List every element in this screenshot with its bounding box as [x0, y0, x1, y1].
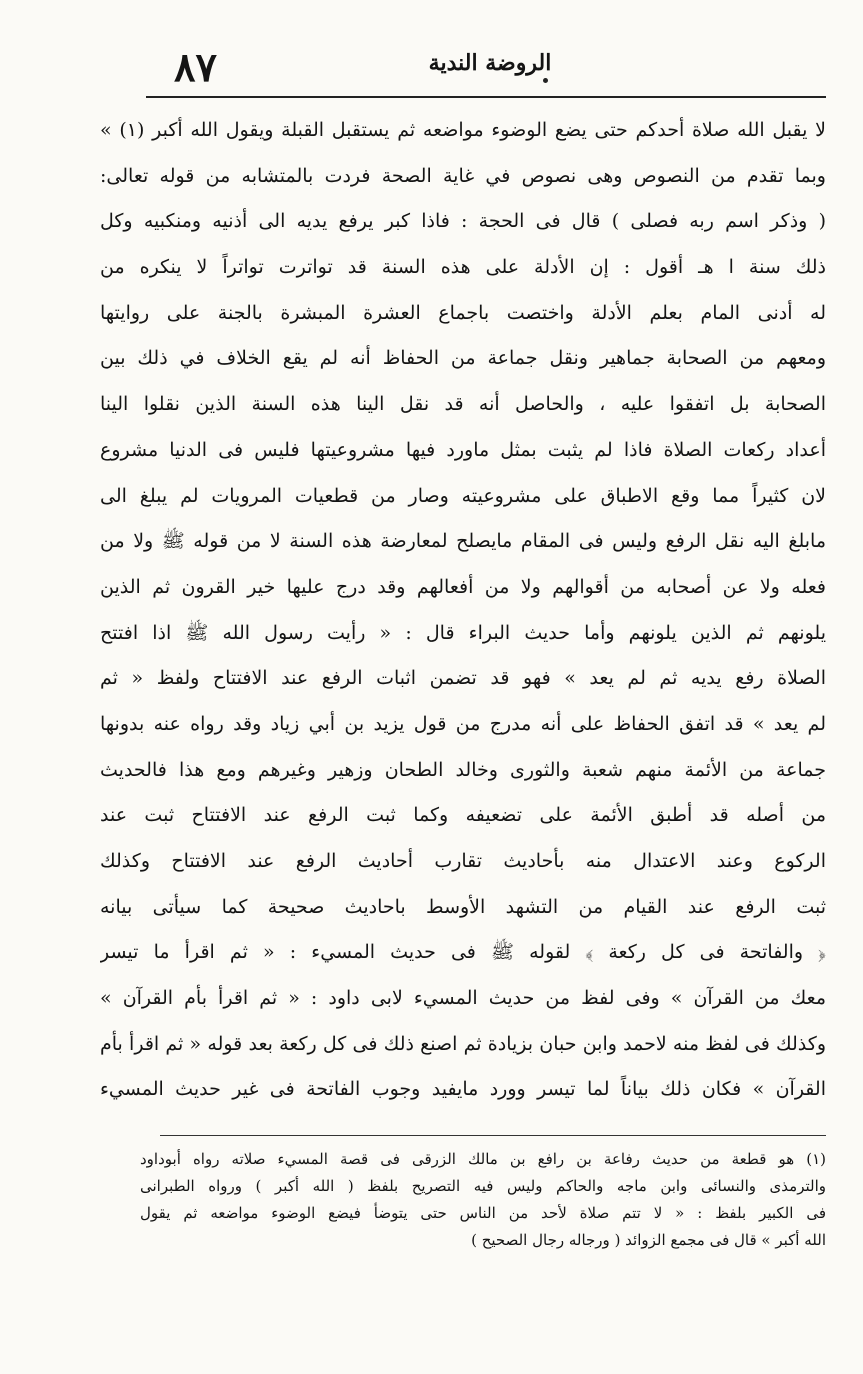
text-line: ثبت الرفع عند القيام من التشهد الأوسط باحاديث صحيحة كما سيأتى بيانه [100, 895, 826, 918]
text-line: يلونهم ثم الذين يلونهم وأما حديث البراء قال : « رأيت رسول الله ﷺ اذا افتتح [100, 621, 826, 644]
text-line: مابلغ اليه نقل الرفع وليس فى المقام مايصلح لمعارضة هذه السنة لا من قوله ﷺ ولا من [100, 530, 826, 553]
text-line: الركوع وعند الاعتدال منه بأحاديث تقارب أحاديث الرفع عند الافتتاح وكذلك [100, 850, 826, 872]
text-line: لا يقبل الله صلاة أحدكم حتى يضع الوضوء مواضعه ثم يستقبل القبلة ويقول الله أكبر (١) » [100, 119, 826, 141]
main-text [100, 108, 826, 1113]
text-line: فعله ولا عن أصحابه من أقوالهم ولا من أفعالهم وقد درج عليها خير القرون ثم الذين [100, 575, 826, 598]
header-rule [146, 96, 826, 98]
footnote-rule [160, 1135, 826, 1136]
text-line: القرآن » فكان ذلك بياناً لما تيسر وورد مايفيد وجوب الفاتحة فى غير حديث المسيء [100, 1078, 826, 1101]
text-line: وبما تقدم من النصوص وهى نصوص في غاية الصحة فردت بالمتشابه من قوله تعالى: [100, 164, 826, 187]
footnote-line: فى الكبير بلفظ : « لا تتم صلاة لأحد من الناس حتى يتوضأ فيضع الوضوء مواضعه ثم يقول [140, 1204, 826, 1222]
page-header [150, 40, 822, 94]
text-line: ذلك سنة ا هـ أقول : إن الأدلة على هذه السنة قد تواترت تواتراً لا ينكره من [100, 256, 826, 279]
text-line: لان كثيراً مما وقع الاطباق على مشروعيته وصار من قطعيات المرويات لم يبلغ الى [100, 484, 826, 507]
text-line: له أدنى المام بعلم الأدلة واختصت باجماع العشرة المبشرة بالجنة على روايتها [100, 301, 826, 324]
text-line: ومعهم من الصحابة جماهير ونقل جماعة من الحفاظ أنه لم يقع الخلاف في ذلك بين [100, 347, 826, 370]
running-title: الروضة الندية [428, 50, 552, 76]
ornament-dot [543, 78, 548, 83]
text-line: ﴿ والفاتحة فى كل ركعة ﴾ لقوله ﷺ فى حديث المسيء : « ثم اقرأ ما تيسر [100, 941, 826, 964]
text-line: معك من القرآن » وفى لفظ من حديث المسيء لابى داود : « ثم اقرأ بأم القرآن » [100, 987, 826, 1010]
footnote-line: والترمذى والنسائى وابن ماجه والحاكم وليس فيه التصريح بلفظ ( الله أكبر ) ورواه الطبرانى [140, 1177, 826, 1195]
text-line: جماعة من الأئمة منهم شعبة والثورى وخالد الطحان وزهير وغيرهم ومع هذا فالحديث [100, 758, 826, 781]
text-line: لم يعد » قد اتفق الحفاظ على أنه مدرج من قول يزيد بن أبي زياد وقد رواه عنه بدونها [100, 712, 826, 735]
text-line: وكذلك فى لفظ منه لاحمد وابن حبان بزيادة ثم اصنع ذلك فى كل ركعة بعد قوله « ثم اقرأ بأم [100, 1032, 826, 1055]
text-line: من أصله قد أطبق الأئمة على تضعيفه وكما ثبت الرفع عند الافتتاح ثبت عند [100, 804, 826, 827]
footnote-line: (١) هو قطعة من حديث رفاعة بن رافع بن مالك الزرقى فى قصة المسيء صلاته رواه أبوداود [140, 1150, 826, 1168]
text-line: ( وذكر اسم ربه فصلى ) قال فى الحجة : فاذا كبر يرفع يديه الى أذنيه ومنكبيه وكل [100, 210, 826, 233]
text-line: أعداد ركعات الصلاة فاذا لم يثبت بمثل ماورد فيها مشروعيتها فليس فى الدنيا مشروع [100, 438, 826, 461]
footnote-line: الله أكبر » قال فى مجمع الزوائد ( ورجاله رجال الصحيح ) [471, 1231, 826, 1249]
text-line: الصحابة بل اتفقوا عليه ، والحاصل أنه قد نقل الينا هذه السنة الذين نقلوا الينا [100, 393, 826, 416]
page-number: ٨٧ [174, 44, 217, 91]
footnotes [140, 1146, 826, 1254]
text-line: الصلاة رفع يديه ثم لم يعد » فهو قد تضمن اثبات الرفع عند الافتتاح ولفظ « ثم [100, 667, 826, 690]
